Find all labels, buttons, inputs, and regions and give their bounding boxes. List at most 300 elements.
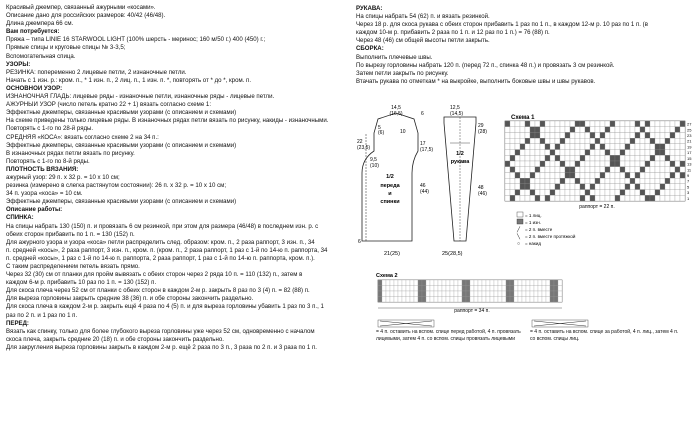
chart-cell xyxy=(458,291,462,297)
chart-cell xyxy=(540,121,545,127)
chart-cell xyxy=(506,297,510,303)
chart-cell xyxy=(550,291,554,297)
chart-cell xyxy=(515,150,520,156)
left-line: Начать с 1 изн. р.: кром. п., * 1 изн. п., 2 лиц. п., 1 изн. п. *, повторять от * до *, кром. п. xyxy=(6,76,252,84)
left-line: На спицы набрать 130 (150) п. и провязать 6 см резинкой, при этом для размера (46/48) в последнем изн. р. с xyxy=(6,222,319,230)
right-line: Через 18 р. для скоса рукава с обеих сторон прибавить 1 раз по 1 п., в каждом 12-м р. 10 раз по 1 п. (в xyxy=(356,21,648,29)
chart-cell xyxy=(680,138,685,144)
chart-cell xyxy=(506,291,510,297)
chart-cell xyxy=(605,178,610,184)
chart-cell xyxy=(530,172,535,178)
chart-cell xyxy=(454,280,458,286)
chart-cell xyxy=(560,190,565,196)
chart-cell xyxy=(394,280,398,286)
left-line: СПИНКА: xyxy=(6,214,34,222)
chart-cell xyxy=(462,291,466,297)
chart-cell xyxy=(498,280,502,286)
chart-cell xyxy=(670,155,675,161)
chart-cell xyxy=(474,286,478,292)
chart-cell xyxy=(600,121,605,127)
chart-cell xyxy=(635,172,640,178)
right-line: Затем петли закрыть по рисунку. xyxy=(356,69,449,77)
chart-cell xyxy=(520,144,525,150)
chart-cell xyxy=(560,184,565,190)
chart-cell xyxy=(546,280,550,286)
left-line: 34 п. узора «коса» = 10 см. xyxy=(6,190,83,198)
chart-cell xyxy=(650,138,655,144)
chart-cell xyxy=(515,161,520,167)
chart-cell xyxy=(510,172,515,178)
schema-2-chart xyxy=(372,270,698,420)
chart-cell xyxy=(560,161,565,167)
dim-text: (16,5) xyxy=(389,111,403,117)
right-line: На спицы набрать 54 (62) п. и вязать резинкой. xyxy=(356,13,490,21)
chart-cell xyxy=(620,132,625,138)
chart-cell xyxy=(670,172,675,178)
left-line: Красивый джемпер, связанный ажурными «косами». xyxy=(6,4,156,11)
chart-cell xyxy=(675,155,680,161)
chart-cell xyxy=(600,172,605,178)
chart-cell xyxy=(600,190,605,196)
chart-cell xyxy=(426,297,430,303)
chart-cell xyxy=(525,127,530,133)
chart-cell xyxy=(406,280,410,286)
chart-cell xyxy=(550,155,555,161)
chart-cell xyxy=(535,184,540,190)
chart-cell xyxy=(520,195,525,201)
left-line: Повторять с 1-го по 8-й ряды. xyxy=(6,157,90,165)
chart-cell xyxy=(565,184,570,190)
chart-cell xyxy=(550,144,555,150)
chart-cell xyxy=(615,161,620,167)
chart-cell xyxy=(645,138,650,144)
left-line: Длина джемпера 66 см. xyxy=(6,20,74,28)
chart-cell xyxy=(590,190,595,196)
row-number: 27 xyxy=(687,121,692,127)
chart-cell xyxy=(635,178,640,184)
chart-cell xyxy=(605,144,610,150)
chart-cell xyxy=(454,297,458,303)
chart-cell xyxy=(394,291,398,297)
chart-cell xyxy=(610,138,615,144)
chart-cell xyxy=(615,150,620,156)
chart-cell xyxy=(526,280,530,286)
row-number: 7 xyxy=(687,178,690,184)
chart-cell xyxy=(680,132,685,138)
chart-cell xyxy=(422,280,426,286)
chart-cell xyxy=(545,150,550,156)
chart-cell xyxy=(575,155,580,161)
chart-cell xyxy=(595,127,600,133)
chart-cell xyxy=(550,190,555,196)
chart-cell xyxy=(535,121,540,127)
chart-cell xyxy=(510,195,515,201)
chart-cell xyxy=(418,280,422,286)
chart-cell xyxy=(575,184,580,190)
chart-cell xyxy=(558,291,562,297)
chart-cell xyxy=(680,155,685,161)
chart-cell xyxy=(390,286,394,292)
chart-cell xyxy=(645,121,650,127)
chart-cell xyxy=(514,297,518,303)
chart-cell xyxy=(555,121,560,127)
chart-cell xyxy=(550,178,555,184)
chart-cell xyxy=(540,144,545,150)
chart-cell xyxy=(414,286,418,292)
chart-cell xyxy=(630,161,635,167)
chart-cell xyxy=(540,138,545,144)
chart-cell xyxy=(535,138,540,144)
chart-cell xyxy=(386,286,390,292)
chart-cell xyxy=(680,121,685,127)
dim-text: 9,5 xyxy=(370,157,377,163)
chart-cell xyxy=(670,190,675,196)
left-line: Пряжа – типа LINIE 16 STARWOOL LIGHT (100% шерсть - меринос; 160 м/50 г.) 400 (450) г.; xyxy=(6,36,266,44)
chart-cell xyxy=(518,286,522,292)
schema-1-chart xyxy=(497,111,697,251)
chart-cell xyxy=(410,280,414,286)
chart-cell xyxy=(580,150,585,156)
chart-cell xyxy=(534,286,538,292)
row-number: 11 xyxy=(687,167,692,173)
chart-cell xyxy=(446,286,450,292)
chart-cell xyxy=(630,138,635,144)
chart-cell xyxy=(610,172,615,178)
chart-cell xyxy=(486,280,490,286)
chart-cell xyxy=(615,121,620,127)
chart-cell xyxy=(540,195,545,201)
chart-cell xyxy=(418,286,422,292)
chart-cell xyxy=(540,184,545,190)
chart-cell xyxy=(466,297,470,303)
chart-cell xyxy=(550,297,554,303)
chart-cell xyxy=(446,280,450,286)
chart-cell xyxy=(680,184,685,190)
chart-cell xyxy=(386,297,390,303)
chart-cell xyxy=(434,286,438,292)
chart-cell xyxy=(665,184,670,190)
chart-cell xyxy=(610,167,615,173)
chart-cell xyxy=(520,184,525,190)
chart-cell xyxy=(660,144,665,150)
chart-cell xyxy=(505,144,510,150)
chart-cell xyxy=(585,184,590,190)
chart-cell xyxy=(550,121,555,127)
chart-cell xyxy=(655,155,660,161)
chart-cell xyxy=(610,127,615,133)
chart-cell xyxy=(620,155,625,161)
chart-cell xyxy=(490,280,494,286)
chart-cell xyxy=(535,178,540,184)
left-line: Для закругления выреза горловины закрыть в каждом 2-м р. ещё 2 раза по 3 п., 3 раза по 2 п. и 3 раза по 1 п. xyxy=(6,343,317,351)
chart-cell xyxy=(575,195,580,201)
row-number: 1 xyxy=(687,195,690,201)
chart-cell xyxy=(590,155,595,161)
chart-cell xyxy=(555,195,560,201)
yarn-over-symbol: ○ xyxy=(517,241,521,247)
chart-cell xyxy=(580,121,585,127)
chart-cell xyxy=(615,195,620,201)
chart-cell xyxy=(545,121,550,127)
chart-cell xyxy=(580,178,585,184)
chart-cell xyxy=(474,280,478,286)
chart-cell xyxy=(555,172,560,178)
chart-cell xyxy=(650,127,655,133)
schema-1-row-numbers xyxy=(687,122,692,201)
left-line: Вам потребуется: xyxy=(6,28,60,36)
chart-cell xyxy=(426,280,430,286)
chart-cell xyxy=(570,167,575,173)
chart-cell xyxy=(615,172,620,178)
chart-cell xyxy=(585,155,590,161)
chart-cell xyxy=(486,291,490,297)
left-line: УЗОРЫ: xyxy=(6,60,31,68)
chart-cell xyxy=(565,190,570,196)
chart-cell xyxy=(565,178,570,184)
chart-cell xyxy=(595,172,600,178)
chart-cell xyxy=(510,132,515,138)
chart-cell xyxy=(535,127,540,133)
dim-text: 5 xyxy=(378,125,381,131)
chart-cell xyxy=(595,167,600,173)
chart-cell xyxy=(545,127,550,133)
chart-cell xyxy=(565,127,570,133)
chart-cell xyxy=(605,127,610,133)
chart-cell xyxy=(645,178,650,184)
chart-cell xyxy=(502,297,506,303)
front-label: переда xyxy=(380,183,400,189)
left-line: Для ажурного узора и узора «коса» петли распределить след. образом: кром. п., 2 раза раппорт, 3 изн. п., 34 xyxy=(6,238,315,246)
chart-cell xyxy=(585,144,590,150)
chart-cell xyxy=(540,167,545,173)
chart-cell xyxy=(680,172,685,178)
chart-cell xyxy=(510,161,515,167)
chart-cell xyxy=(615,190,620,196)
chart-cell xyxy=(554,297,558,303)
chart-cell xyxy=(394,297,398,303)
chart-cell xyxy=(518,297,522,303)
chart-cell xyxy=(494,297,498,303)
left-line: На схеме приведены только лицевые ряды. В изнаночных рядах петли вязать по рисунку, накиды - изнаночными. xyxy=(6,117,329,125)
chart-cell xyxy=(530,161,535,167)
chart-cell xyxy=(458,297,462,303)
chart-cell xyxy=(565,195,570,201)
chart-cell xyxy=(560,127,565,133)
left-line: скоса плеча, закрыть средние 20 (18) п. и обе стороны закончить раздельно. xyxy=(6,335,224,343)
chart-cell xyxy=(605,161,610,167)
chart-cell xyxy=(635,161,640,167)
chart-cell xyxy=(565,132,570,138)
chart-cell xyxy=(530,127,535,133)
left-line: С таким распределением петель вязать прямо. xyxy=(6,263,140,270)
chart-cell xyxy=(510,190,515,196)
chart-cell xyxy=(665,167,670,173)
chart-cell xyxy=(575,121,580,127)
left-line: Для скоса плеча в каждом 2-м р. закрыть ещё 4 раза по 4 (5) п. и для выреза горловины убавить 1 раз по 3 п., 1 xyxy=(6,303,324,311)
left-line: п. средней «косы», 1 раз с 1-й по 14-ю п. раппорта, 2 раза раппорт, 1 раз с 1-й по 14-ю п. раппорта, кром. п.). xyxy=(6,254,315,262)
chart-cell xyxy=(565,161,570,167)
chart-cell xyxy=(402,297,406,303)
chart-cell xyxy=(595,132,600,138)
chart-cell xyxy=(655,127,660,133)
chart-cell xyxy=(605,172,610,178)
chart-cell xyxy=(545,172,550,178)
chart-cell xyxy=(550,132,555,138)
front-label: и xyxy=(388,191,392,197)
chart-cell xyxy=(640,184,645,190)
cable-caption-1: = 4 п. оставить на вспом. спице перед работой, 4 п. провязать лицевыми, затем 4 п. со вспом. спицы провязать лицевыми xyxy=(376,329,521,342)
chart-cell xyxy=(550,150,555,156)
left-line: Для скоса плеча через 52 см от планки с обеих сторон в каждом 2-м р. закрыть 8 раз по 3 (4) п. = 82 (88) п. xyxy=(6,287,310,295)
chart-cell xyxy=(590,132,595,138)
front-label: 1/2 xyxy=(386,174,394,180)
chart-cell xyxy=(520,155,525,161)
chart-cell xyxy=(520,127,525,133)
chart-cell xyxy=(410,286,414,292)
chart-cell xyxy=(590,127,595,133)
chart-cell xyxy=(600,132,605,138)
chart-cell xyxy=(386,280,390,286)
chart-cell xyxy=(580,132,585,138)
chart-cell xyxy=(555,167,560,173)
chart-cell xyxy=(430,286,434,292)
chart-cell xyxy=(450,286,454,292)
chart-cell xyxy=(438,280,442,286)
chart-cell xyxy=(558,280,562,286)
chart-cell xyxy=(520,132,525,138)
chart-cell xyxy=(515,178,520,184)
chart-cell xyxy=(620,127,625,133)
chart-cell xyxy=(505,161,510,167)
chart-cell xyxy=(630,150,635,156)
dim-text: (28) xyxy=(478,129,487,135)
chart-cell xyxy=(418,297,422,303)
chart-cell xyxy=(525,155,530,161)
chart-cell xyxy=(510,297,514,303)
chart-cell xyxy=(530,286,534,292)
chart-cell xyxy=(665,172,670,178)
chart-cell xyxy=(635,155,640,161)
chart-cell xyxy=(655,172,660,178)
chart-cell xyxy=(390,297,394,303)
chart-cell xyxy=(660,150,665,156)
chart-cell xyxy=(546,286,550,292)
chart-cell xyxy=(595,155,600,161)
chart-cell xyxy=(670,167,675,173)
chart-cell xyxy=(635,144,640,150)
chart-cell xyxy=(610,178,615,184)
chart-cell xyxy=(680,161,685,167)
chart-cell xyxy=(590,150,595,156)
chart-cell xyxy=(565,121,570,127)
chart-cell xyxy=(675,167,680,173)
chart-cell xyxy=(650,155,655,161)
chart-cell xyxy=(570,184,575,190)
chart-cell xyxy=(510,144,515,150)
dim-text: (44) xyxy=(420,189,429,195)
chart-cell xyxy=(630,167,635,173)
chart-cell xyxy=(390,291,394,297)
chart-cell xyxy=(590,172,595,178)
left-line: Повторять с 1-го по 28-й ряды. xyxy=(6,125,94,133)
chart-cell xyxy=(625,138,630,144)
chart-cell xyxy=(620,172,625,178)
chart-cell xyxy=(525,132,530,138)
chart-cell xyxy=(505,195,510,201)
chart-cell xyxy=(434,291,438,297)
chart-cell xyxy=(520,150,525,156)
chart-cell xyxy=(540,132,545,138)
row-number: 13 xyxy=(687,161,692,167)
dim-text: 46 xyxy=(420,183,426,189)
chart-cell xyxy=(660,121,665,127)
chart-cell xyxy=(650,195,655,201)
chart-cell xyxy=(520,172,525,178)
chart-cell xyxy=(620,161,625,167)
chart-cell xyxy=(510,155,515,161)
left-line: ажурный узор: 29 п. х 32 р. = 10 х 10 см; xyxy=(6,173,120,181)
chart-cell xyxy=(470,291,474,297)
chart-cell xyxy=(530,155,535,161)
chart-cell xyxy=(398,291,402,297)
schema-2-grid xyxy=(378,280,562,302)
chart-cell xyxy=(510,291,514,297)
chart-cell xyxy=(655,161,660,167)
chart-cell xyxy=(600,138,605,144)
chart-cell xyxy=(550,127,555,133)
left-line: СРЕДНЯЯ «КОСА»: вязать согласно схеме 2 на 34 п.: xyxy=(6,133,159,141)
chart-cell xyxy=(560,172,565,178)
chart-cell xyxy=(430,291,434,297)
chart-cell xyxy=(650,178,655,184)
chart-cell xyxy=(422,291,426,297)
chart-cell xyxy=(494,291,498,297)
chart-cell xyxy=(595,184,600,190)
chart-cell xyxy=(505,190,510,196)
chart-cell xyxy=(545,155,550,161)
right-line: СБОРКА: xyxy=(356,45,384,53)
chart-cell xyxy=(665,150,670,156)
chart-cell xyxy=(595,150,600,156)
chart-cell xyxy=(640,144,645,150)
chart-cell xyxy=(575,161,580,167)
chart-cell xyxy=(605,121,610,127)
chart-cell xyxy=(550,184,555,190)
chart-cell xyxy=(565,167,570,173)
chart-cell xyxy=(580,138,585,144)
chart-cell xyxy=(600,144,605,150)
left-line: Вспомогательная спица. xyxy=(6,52,76,60)
chart-cell xyxy=(542,286,546,292)
chart-cell xyxy=(610,121,615,127)
chart-cell xyxy=(600,178,605,184)
chart-cell xyxy=(585,178,590,184)
chart-cell xyxy=(534,297,538,303)
chart-cell xyxy=(625,178,630,184)
left-line: п. средней «косы», 2 раза раппорт, 3 изн. п., кром. п. (кром. п., 2 раза раппорт, 1 раз с 1-й по 14-ю п. раппорта, 34 xyxy=(6,246,328,254)
chart-cell xyxy=(630,144,635,150)
chart-cell xyxy=(505,150,510,156)
dim-text: 48 xyxy=(478,185,484,191)
chart-cell xyxy=(655,167,660,173)
chart-cell xyxy=(550,161,555,167)
chart-cell xyxy=(675,150,680,156)
chart-cell xyxy=(665,138,670,144)
chart-cell xyxy=(430,297,434,303)
chart-cell xyxy=(610,161,615,167)
chart-cell xyxy=(645,132,650,138)
left-line: резинка (измерено в слегка растянутом состоянии): 26 п. х 32 р. = 10 х 10 см; xyxy=(6,182,227,190)
